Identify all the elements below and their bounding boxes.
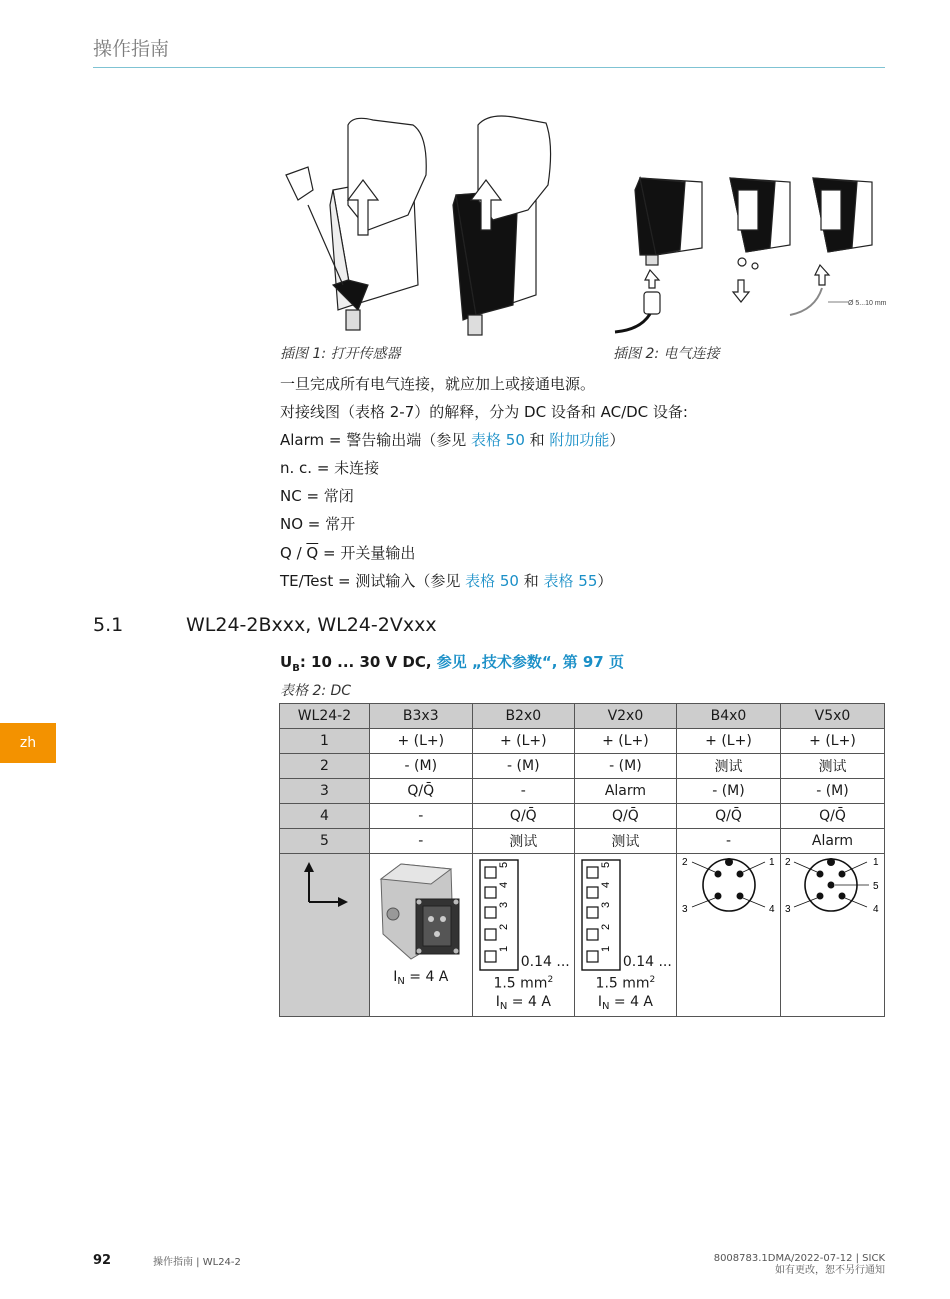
terminal-number: 3: [497, 901, 510, 908]
body-text: ）: [597, 572, 613, 590]
b3x3-current: [370, 968, 472, 991]
figure-open-sensor: [278, 105, 558, 340]
table-cell: 测试: [676, 754, 780, 779]
sensor-connector-1: [615, 178, 702, 332]
table-header: B4x0: [676, 704, 780, 729]
table-cell: + (L+): [369, 729, 472, 754]
table-cell: - (M): [780, 779, 884, 804]
sensor-light-illustration: [286, 118, 426, 330]
supply-u-sub: B: [292, 663, 300, 674]
body-text: Q /: [280, 544, 307, 562]
pin-number: 2: [784, 857, 791, 868]
m12-4pin-connector-icon: [677, 854, 780, 922]
language-tab[interactable]: zh: [0, 723, 56, 763]
terminal-block-icon: [479, 859, 519, 971]
table-cell: + (L+): [676, 729, 780, 754]
table-cell: 1: [280, 729, 370, 754]
table-header: B2x0: [472, 704, 574, 729]
section-number: 5.1: [93, 614, 124, 636]
table-cell: 测试: [472, 829, 574, 854]
current-value: = 4 A: [511, 993, 551, 1010]
v2x0-current: [575, 993, 676, 1016]
terminal-number: 5: [599, 861, 612, 868]
body-line-3: [280, 429, 624, 450]
body-line-6: NO = 常开: [280, 515, 356, 533]
footer-doc-title: [153, 1253, 241, 1268]
table-header-row: [280, 704, 885, 729]
current-symbol: I: [393, 969, 398, 985]
table-cell: [574, 854, 676, 1017]
table-cell: - (M): [574, 754, 676, 779]
figure2-caption: 插图 2: 电气连接: [613, 346, 720, 362]
pin-number: 4: [768, 904, 775, 915]
sensor-dark-illustration: [453, 116, 551, 335]
table-cell: Q/Q̄: [676, 804, 780, 829]
body-line-5: NC = 常闭: [280, 487, 354, 505]
b2x0-mm: [473, 971, 574, 993]
current-sub: N: [499, 1000, 508, 1012]
pin-number: 3: [681, 904, 688, 915]
table-cell: + (L+): [472, 729, 574, 754]
table-cell: - (M): [676, 779, 780, 804]
table-cell: Alarm: [780, 829, 884, 854]
dc-wiring-table: [279, 703, 885, 1017]
table-cell: Q/Q̄: [472, 804, 574, 829]
mm-sup: 2: [649, 975, 656, 985]
table-connector-row: [280, 854, 885, 1017]
pin-number: 2: [681, 857, 688, 868]
current-symbol: I: [495, 993, 500, 1010]
footer-doc-number: 8008783.1DMA/2022-07-12 | SICK: [713, 1253, 885, 1264]
terminal-number: 2: [599, 923, 612, 930]
table-cell: [369, 854, 472, 1017]
figure-electrical-connection: [610, 170, 890, 340]
current-symbol: I: [597, 993, 602, 1010]
link-technical-data[interactable]: 参见 „技术参数“, 第 97 页: [436, 653, 624, 671]
table-cell: -: [369, 829, 472, 854]
b2x0-cross-section: 0.14 ...: [520, 954, 570, 970]
table-cell: [280, 854, 370, 1017]
table-cell: -: [369, 804, 472, 829]
mm-value: 1.5 mm: [493, 975, 548, 992]
table-cell: Q/Q̄: [369, 779, 472, 804]
table-cell: -: [676, 829, 780, 854]
table-cell: [676, 854, 780, 1017]
current-value: = 4 A: [613, 993, 654, 1010]
table-row: [280, 729, 885, 754]
supply-u: U: [280, 653, 293, 671]
valve-connector-icon: [371, 854, 471, 964]
body-line-1: 一旦完成所有电气连接，就应加上或接通电源。: [280, 375, 596, 393]
table-header: B3x3: [369, 704, 472, 729]
table-cell: Alarm: [574, 779, 676, 804]
table-cell: Q/Q̄: [574, 804, 676, 829]
m12-5pin-connector-icon: [781, 854, 884, 922]
footer-doc-type: 操作指南: [153, 1257, 193, 1268]
terminal-number: 4: [497, 881, 510, 888]
table-cell: [780, 854, 884, 1017]
pin-number: 1: [872, 857, 879, 868]
table-row: [280, 804, 885, 829]
b2x0-current: [473, 993, 574, 1016]
table-cell: 2: [280, 754, 370, 779]
body-text: TE/Test = 测试输入（参见: [280, 572, 466, 590]
body-line-4: n. c. = 未连接: [280, 459, 380, 477]
terminal-number: 2: [497, 923, 510, 930]
table-cell: 5: [280, 829, 370, 854]
pin-view-arrow-icon: [294, 860, 354, 920]
table-cell: Q/Q̄: [780, 804, 884, 829]
q-bar-symbol: $\overline{Q}$: [306, 544, 319, 562]
page-number: 92: [93, 1253, 112, 1268]
v2x0-mm: [575, 971, 676, 993]
body-line-7: [280, 542, 415, 563]
table-cell: -: [472, 779, 574, 804]
terminal-block-icon: [581, 859, 621, 971]
link-table-55[interactable]: 表格 55: [543, 572, 598, 590]
terminal-number: 1: [497, 945, 510, 952]
body-line-2: 对接线图（表格 2-7）的解释，分为 DC 设备和 AC/DC 设备:: [280, 403, 688, 421]
link-table-50[interactable]: 表格 50: [471, 431, 525, 449]
terminal-number: 3: [599, 901, 612, 908]
mm-value: 1.5 mm: [595, 975, 650, 992]
table-row: [280, 829, 885, 854]
link-additional-functions[interactable]: 附加功能: [549, 431, 610, 449]
terminal-number: 5: [497, 861, 510, 868]
link-table-50[interactable]: 表格 50: [465, 572, 519, 590]
header-title: 操作指南: [93, 38, 170, 60]
table-header: V2x0: [574, 704, 676, 729]
pin-number: 5: [872, 881, 879, 892]
footer-change-notice: 如有更改，恕不另行通知: [775, 1265, 885, 1276]
body-text: 和: [524, 431, 550, 449]
table-cell: - (M): [369, 754, 472, 779]
mm-sup: 2: [547, 975, 554, 985]
current-sub: N: [397, 976, 405, 987]
body-text: ）: [609, 431, 625, 449]
terminal-number: 1: [599, 945, 612, 952]
body-text: 和: [518, 572, 544, 590]
footer-doc-info: [714, 1253, 885, 1277]
footer-product: WL24-2: [202, 1257, 241, 1268]
terminal-number: 4: [599, 881, 612, 888]
table-cell: + (L+): [574, 729, 676, 754]
table-header: V5x0: [780, 704, 884, 729]
supply-text: : 10 ... 30 V DC,: [299, 653, 437, 671]
table-cell: 4: [280, 804, 370, 829]
cable-diameter-label: Ø 5...10 mm: [848, 300, 887, 307]
table-header: WL24-2: [280, 704, 370, 729]
table-cell: + (L+): [780, 729, 884, 754]
body-text: = 开关量输出: [318, 544, 416, 562]
footer-separator: |: [193, 1257, 203, 1268]
sensor-connector-2: [730, 178, 790, 302]
pin-number: 1: [768, 857, 775, 868]
supply-voltage-line: [280, 651, 624, 674]
current-value: = 4 A: [409, 969, 449, 985]
sensor-connector-3: [790, 178, 887, 315]
v2x0-cross-section: 0.14 ...: [622, 954, 672, 970]
body-text: Alarm = 警告输出端（参见: [280, 431, 472, 449]
pin-number: 4: [872, 904, 879, 915]
table-row: [280, 754, 885, 779]
current-sub: N: [601, 1000, 610, 1012]
pin-number: 3: [784, 904, 791, 915]
table-caption: 表格 2: DC: [280, 683, 352, 699]
table-cell: - (M): [472, 754, 574, 779]
header-rule: [93, 67, 885, 68]
section-title: WL24-2Bxxx, WL24-2Vxxx: [186, 614, 437, 636]
table-cell: [472, 854, 574, 1017]
table-row: [280, 779, 885, 804]
table-cell: 3: [280, 779, 370, 804]
table-cell: 测试: [574, 829, 676, 854]
figure1-caption: 插图 1: 打开传感器: [280, 346, 401, 362]
body-line-8: [280, 570, 612, 591]
table-cell: 测试: [780, 754, 884, 779]
